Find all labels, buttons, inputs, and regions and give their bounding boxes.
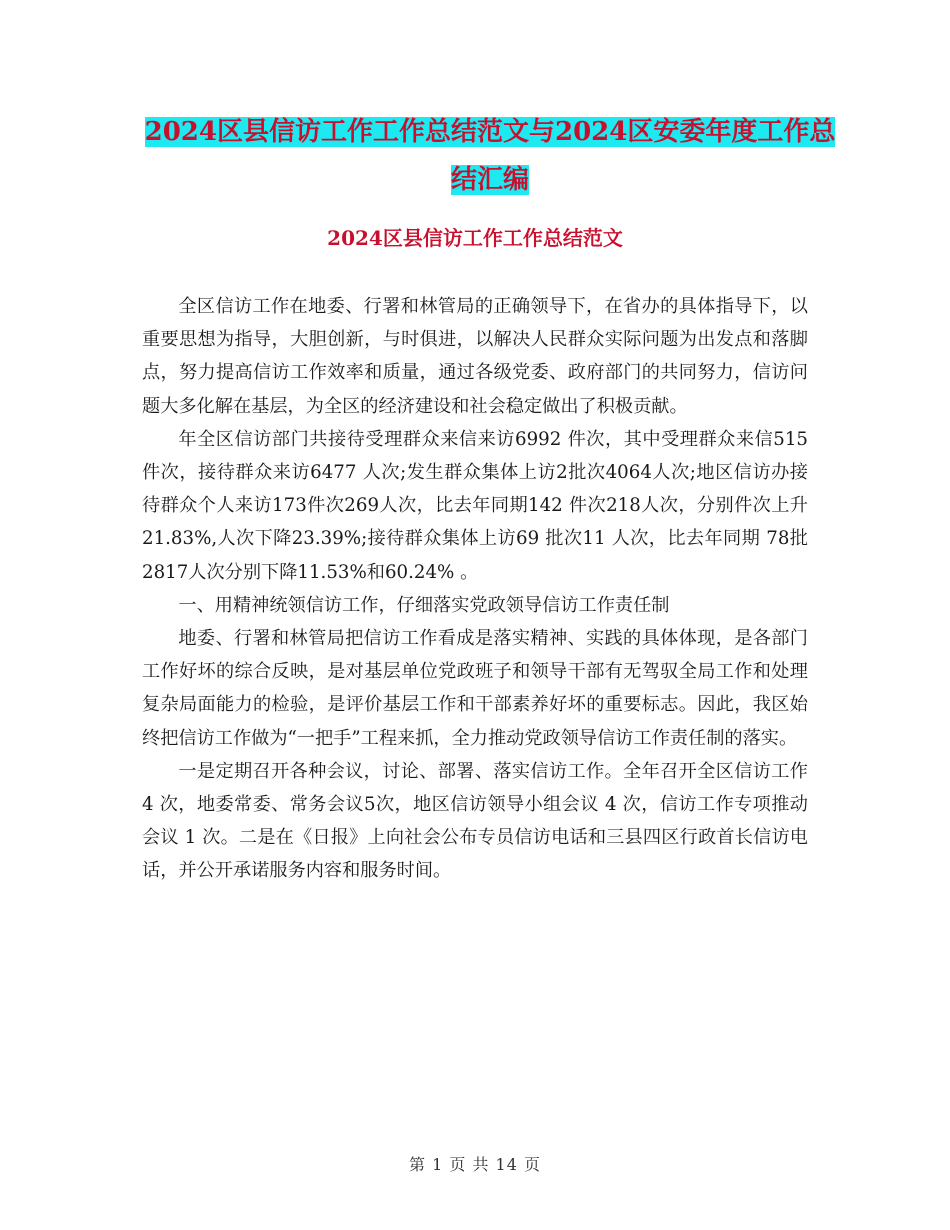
paragraph-heading: 一、用精神统领信访工作，仔细落实党政领导信访工作责任制 xyxy=(178,594,670,616)
page-footer xyxy=(0,1152,950,1175)
page-number-label: 第 1 页 共 14 页 xyxy=(409,1155,541,1174)
paragraph: 一是定期召开各种会议，讨论、部署、落实信访工作。全年召开全区信访工作4 次，地委常委、常务会议5次，地区信访领导小组会议 4 次，信访工作专项推动会议 1 次。二是在《日报》上向社会公布专员信访电话和三县四区行政首长信访电话，并公开承诺服务内容和服务时间。 xyxy=(142,760,808,882)
paragraph: 全区信访工作在地委、行署和林管局的正确领导下，在省办的具体指导下，以重要思想为指导，大胆创新，与时俱进，以解决人民群众实际问题为出发点和落脚点，努力提高信访工作效率和质量，通过各级党委、政府部门的共同努力，信访问题大多化解在基层，为全区的经济建设和社会稳定做出了积极贡献。 xyxy=(142,296,808,417)
section-title: 2024区县信访工作工作总结范文 xyxy=(327,226,623,250)
document-title xyxy=(140,108,840,204)
document-title-highlight: 2024区县信访工作工作总结范文与2024区安委年度工作总结汇编 xyxy=(144,117,836,195)
document-body xyxy=(142,290,808,888)
paragraph: 年全区信访部门共接待受理群众来信来访6992 件次，其中受理群众来信515件次，接待群众来访6477 人次;发生群众集体上访2批次4064人次;地区信访办接待群众个人来访173件次269人次，比去年同期142 件次218人次，分别件次上升21.83%,人次下降23.39%;接待群众集体上访69 批次11 人次，比去年同期 78批2817人次分别下降11.53%和60.24% 。 xyxy=(142,428,808,583)
paragraph: 地委、行署和林管局把信访工作看成是落实精神、实践的具体体现，是各部门工作好坏的综合反映，是对基层单位党政班子和领导干部有无驾驭全局工作和处理复杂局面能力的检验，是评价基层工作和干部素养好坏的重要标志。因此，我区始终把信访工作做为“一把手”工程来抓，全力推动党政领导信访工作责任制的落实。 xyxy=(142,628,808,749)
